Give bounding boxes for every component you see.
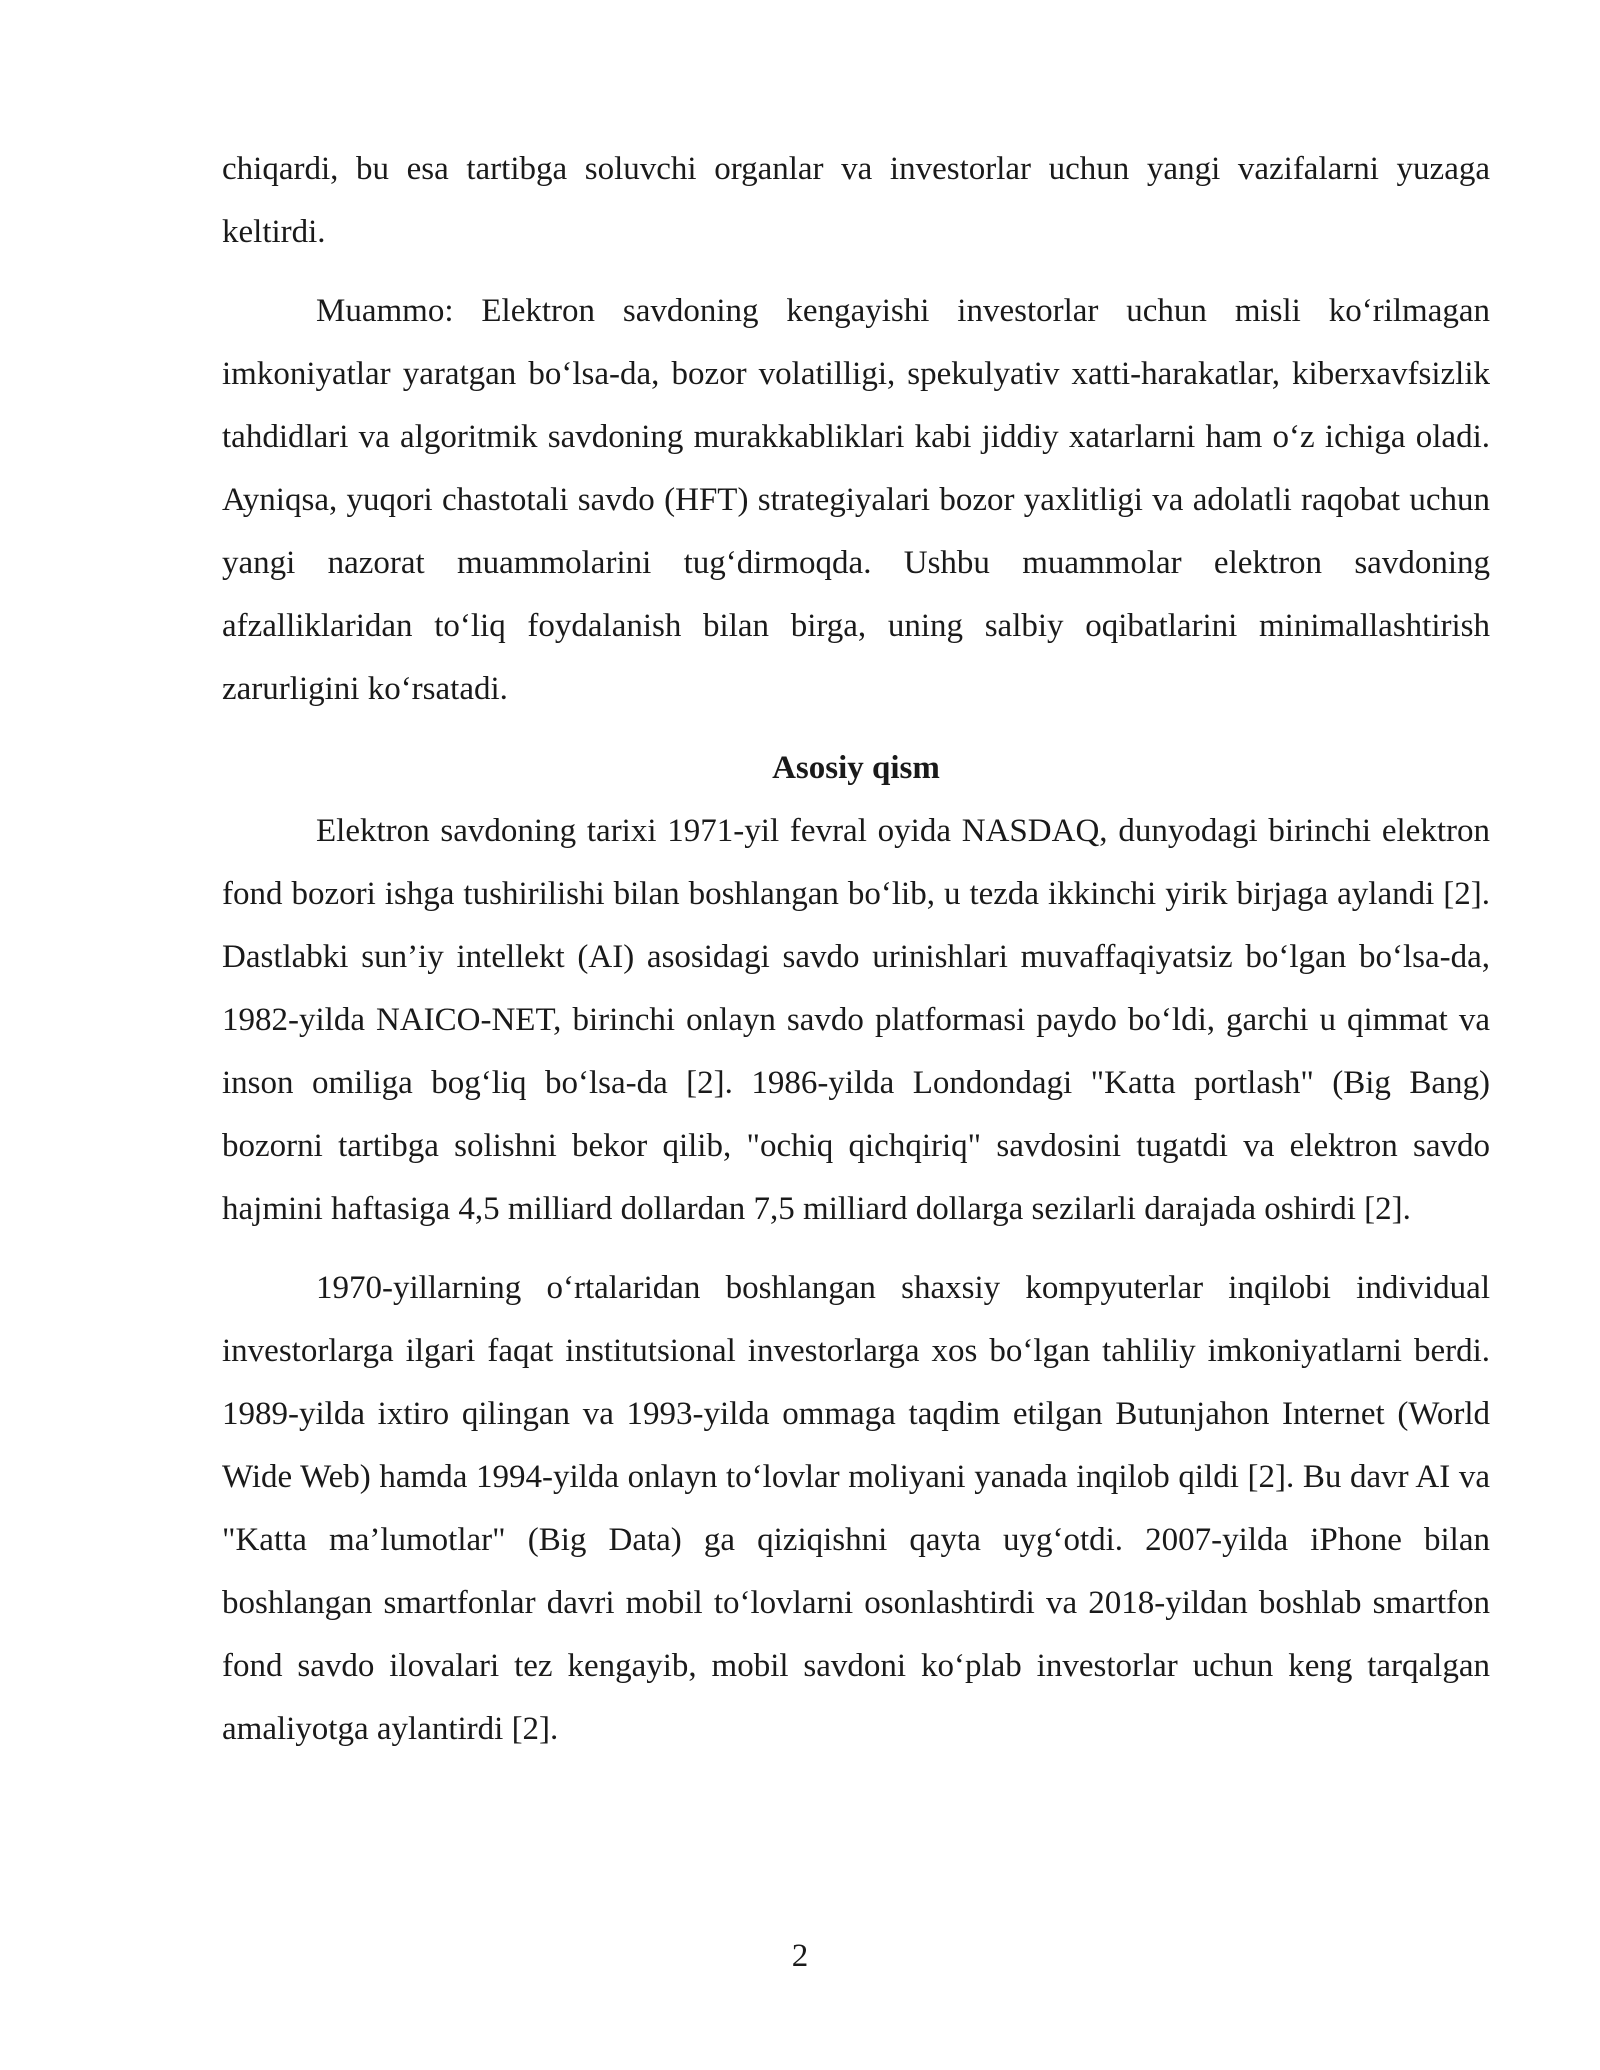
page-body [222,138,1490,1777]
page-number: 2 [791,1938,809,1974]
paragraph-personal-computer-revolution: 1970-yillarning o‘rtalaridan boshlangan shaxsiy kompyuterlar inqilobi individual investorlarga ilgari faqat institutsional investorlarga xos bo‘lgan tahliliy imkoniyatlarni berdi. 1989-yilda ixtiro qilingan va 1993-yilda ommaga taqdim etilgan Butunjahon Internet (World Wide Web) hamda 1994-yilda onlayn to‘lovlar moliyani yanada inqilob qildi [2]. Bu davr AI va "Katta ma’lumotlar" (Big Data) ga qiziqishni qayta uyg‘otdi. 2007-yilda iPhone bilan boshlangan smartfonlar davri mobil to‘lovlarni osonlashtirdi va 2018-yildan boshlab smartfon fond savdo ilovalari tez kengayib, mobil savdoni ko‘plab investorlar uchun keng tarqalgan amaliyotga aylantirdi [2]. [222,1270,1490,1747]
paragraph-continuation: chiqardi, bu esa tartibga soluvchi organlar va investorlar uchun yangi vazifalarni yuzaga keltirdi. [222,151,1490,250]
paragraph-electronic-trading-history: Elektron savdoning tarixi 1971-yil fevral oyida NASDAQ, dunyodagi birinchi elektron fond bozori ishga tushirilishi bilan boshlangan bo‘lib, u tezda ikkinchi yirik birjaga aylandi [2]. Dastlabki sun’iy intellekt (AI) asosidagi savdo urinishlari muvaffaqiyatsiz bo‘lgan bo‘lsa-da, 1982-yilda NAICO-NET, birinchi onlayn savdo platformasi paydo bo‘ldi, garchi u qimmat va inson omiliga bog‘liq bo‘lsa-da [2]. 1986-yilda Londondagi "Katta portlash" (Big Bang) bozorni tartibga solishni bekor qilib, "ochiq qichqiriq" savdosini tugatdi va elektron savdo hajmini haftasiga 4,5 milliard dollardan 7,5 milliard dollarga sezilarli darajada oshirdi [2]. [222,813,1490,1227]
section-heading: Asosiy qism [772,750,940,786]
paragraph-problem-statement: Muammo: Elektron savdoning kengayishi investorlar uchun misli ko‘rilmagan imkoniyatlar yaratgan bo‘lsa-da, bozor volatilligi, spekulyativ xatti-harakatlar, kiberxavfsizlik tahdidlari va algoritmik savdoning murakkabliklari kabi jiddiy xatarlarni ham o‘z ichiga oladi. Ayniqsa, yuqori chastotali savdo (HFT) strategiyalari bozor yaxlitligi va adolatli raqobat uchun yangi nazorat muammolarini tug‘dirmoqda. Ushbu muammolar elektron savdoning afzalliklaridan to‘liq foydalanish bilan birga, uning salbiy oqibatlarini minimallashtirish zarurligini ko‘rsatadi. [222,293,1490,707]
